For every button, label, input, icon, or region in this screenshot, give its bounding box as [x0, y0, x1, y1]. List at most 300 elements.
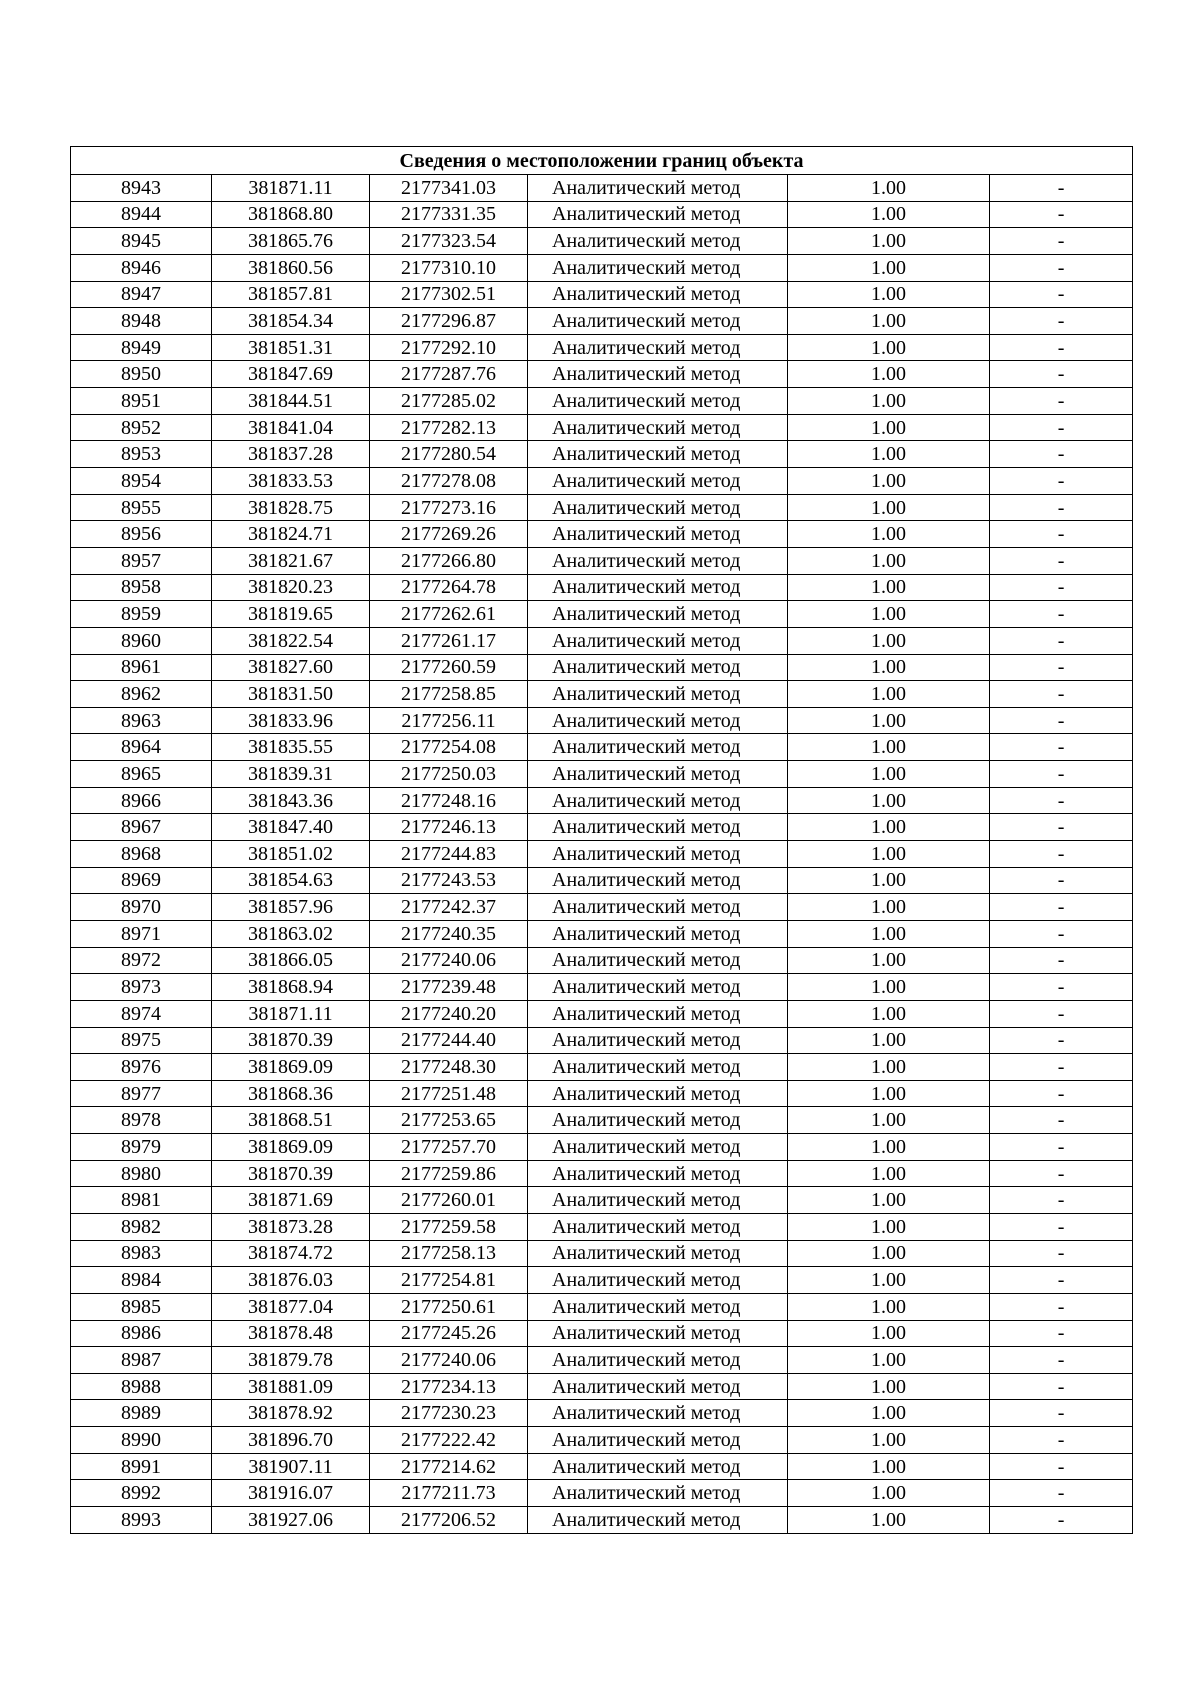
point-number-cell: 8985 — [71, 1293, 212, 1320]
point-number-cell: 8956 — [71, 521, 212, 548]
table-row — [71, 1080, 1133, 1107]
table-row — [71, 1320, 1133, 1347]
method-cell: Аналитический метод — [528, 734, 788, 761]
x-coordinate-cell: 381857.96 — [212, 894, 370, 921]
y-coordinate-cell: 2177246.13 — [370, 814, 528, 841]
table-row — [71, 1107, 1133, 1134]
method-cell: Аналитический метод — [528, 787, 788, 814]
accuracy-cell: 1.00 — [788, 388, 990, 415]
y-coordinate-cell: 2177240.06 — [370, 947, 528, 974]
accuracy-cell: 1.00 — [788, 1427, 990, 1454]
accuracy-cell: 1.00 — [788, 1400, 990, 1427]
method-cell: Аналитический метод — [528, 1160, 788, 1187]
y-coordinate-cell: 2177331.35 — [370, 201, 528, 228]
point-number-cell: 8944 — [71, 201, 212, 228]
table-row — [71, 1453, 1133, 1480]
y-coordinate-cell: 2177242.37 — [370, 894, 528, 921]
point-number-cell: 8950 — [71, 361, 212, 388]
accuracy-cell: 1.00 — [788, 281, 990, 308]
description-cell: - — [990, 361, 1133, 388]
description-cell: - — [990, 1373, 1133, 1400]
description-cell: - — [990, 920, 1133, 947]
accuracy-cell: 1.00 — [788, 707, 990, 734]
table-row — [71, 681, 1133, 708]
table-row — [71, 308, 1133, 335]
point-number-cell: 8961 — [71, 654, 212, 681]
y-coordinate-cell: 2177244.40 — [370, 1027, 528, 1054]
method-cell: Аналитический метод — [528, 894, 788, 921]
y-coordinate-cell: 2177256.11 — [370, 707, 528, 734]
y-coordinate-cell: 2177234.13 — [370, 1373, 528, 1400]
accuracy-cell: 1.00 — [788, 947, 990, 974]
accuracy-cell: 1.00 — [788, 1080, 990, 1107]
description-cell: - — [990, 547, 1133, 574]
method-cell: Аналитический метод — [528, 1027, 788, 1054]
y-coordinate-cell: 2177244.83 — [370, 841, 528, 868]
method-cell: Аналитический метод — [528, 334, 788, 361]
description-cell: - — [990, 441, 1133, 468]
y-coordinate-cell: 2177240.35 — [370, 920, 528, 947]
method-cell: Аналитический метод — [528, 1373, 788, 1400]
point-number-cell: 8949 — [71, 334, 212, 361]
description-cell: - — [990, 281, 1133, 308]
accuracy-cell: 1.00 — [788, 361, 990, 388]
x-coordinate-cell: 381916.07 — [212, 1480, 370, 1507]
table-row — [71, 894, 1133, 921]
y-coordinate-cell: 2177245.26 — [370, 1320, 528, 1347]
y-coordinate-cell: 2177254.08 — [370, 734, 528, 761]
y-coordinate-cell: 2177258.13 — [370, 1240, 528, 1267]
method-cell: Аналитический метод — [528, 574, 788, 601]
point-number-cell: 8979 — [71, 1134, 212, 1161]
method-cell: Аналитический метод — [528, 281, 788, 308]
y-coordinate-cell: 2177287.76 — [370, 361, 528, 388]
x-coordinate-cell: 381821.67 — [212, 547, 370, 574]
x-coordinate-cell: 381851.31 — [212, 334, 370, 361]
x-coordinate-cell: 381841.04 — [212, 414, 370, 441]
table-row — [71, 787, 1133, 814]
x-coordinate-cell: 381871.69 — [212, 1187, 370, 1214]
point-number-cell: 8954 — [71, 468, 212, 495]
method-cell: Аналитический метод — [528, 308, 788, 335]
point-number-cell: 8965 — [71, 761, 212, 788]
accuracy-cell: 1.00 — [788, 1213, 990, 1240]
method-cell: Аналитический метод — [528, 1107, 788, 1134]
method-cell: Аналитический метод — [528, 601, 788, 628]
accuracy-cell: 1.00 — [788, 1320, 990, 1347]
x-coordinate-cell: 381824.71 — [212, 521, 370, 548]
table-row — [71, 468, 1133, 495]
x-coordinate-cell: 381927.06 — [212, 1507, 370, 1534]
table-row — [71, 1027, 1133, 1054]
table-row — [71, 1347, 1133, 1374]
accuracy-cell: 1.00 — [788, 787, 990, 814]
method-cell: Аналитический метод — [528, 920, 788, 947]
description-cell: - — [990, 308, 1133, 335]
table-row — [71, 1400, 1133, 1427]
y-coordinate-cell: 2177258.85 — [370, 681, 528, 708]
y-coordinate-cell: 2177214.62 — [370, 1453, 528, 1480]
point-number-cell: 8948 — [71, 308, 212, 335]
y-coordinate-cell: 2177257.70 — [370, 1134, 528, 1161]
description-cell: - — [990, 1267, 1133, 1294]
x-coordinate-cell: 381870.39 — [212, 1160, 370, 1187]
description-cell: - — [990, 974, 1133, 1001]
y-coordinate-cell: 2177262.61 — [370, 601, 528, 628]
accuracy-cell: 1.00 — [788, 1134, 990, 1161]
y-coordinate-cell: 2177254.81 — [370, 1267, 528, 1294]
point-number-cell: 8963 — [71, 707, 212, 734]
accuracy-cell: 1.00 — [788, 574, 990, 601]
x-coordinate-cell: 381868.80 — [212, 201, 370, 228]
table-row — [71, 547, 1133, 574]
table-row — [71, 601, 1133, 628]
method-cell: Аналитический метод — [528, 441, 788, 468]
x-coordinate-cell: 381874.72 — [212, 1240, 370, 1267]
accuracy-cell: 1.00 — [788, 1160, 990, 1187]
x-coordinate-cell: 381871.11 — [212, 175, 370, 202]
description-cell: - — [990, 228, 1133, 255]
method-cell: Аналитический метод — [528, 1320, 788, 1347]
x-coordinate-cell: 381876.03 — [212, 1267, 370, 1294]
y-coordinate-cell: 2177264.78 — [370, 574, 528, 601]
point-number-cell: 8990 — [71, 1427, 212, 1454]
point-number-cell: 8986 — [71, 1320, 212, 1347]
x-coordinate-cell: 381831.50 — [212, 681, 370, 708]
x-coordinate-cell: 381819.65 — [212, 601, 370, 628]
description-cell: - — [990, 175, 1133, 202]
table-row — [71, 574, 1133, 601]
description-cell: - — [990, 761, 1133, 788]
x-coordinate-cell: 381843.36 — [212, 787, 370, 814]
accuracy-cell: 1.00 — [788, 1347, 990, 1374]
description-cell: - — [990, 627, 1133, 654]
accuracy-cell: 1.00 — [788, 1000, 990, 1027]
description-cell: - — [990, 734, 1133, 761]
method-cell: Аналитический метод — [528, 175, 788, 202]
description-cell: - — [990, 601, 1133, 628]
x-coordinate-cell: 381837.28 — [212, 441, 370, 468]
table-row — [71, 1187, 1133, 1214]
table-row — [71, 1000, 1133, 1027]
point-number-cell: 8993 — [71, 1507, 212, 1534]
y-coordinate-cell: 2177266.80 — [370, 547, 528, 574]
method-cell: Аналитический метод — [528, 201, 788, 228]
point-number-cell: 8988 — [71, 1373, 212, 1400]
method-cell: Аналитический метод — [528, 947, 788, 974]
point-number-cell: 8967 — [71, 814, 212, 841]
description-cell: - — [990, 787, 1133, 814]
x-coordinate-cell: 381847.69 — [212, 361, 370, 388]
table-row — [71, 1213, 1133, 1240]
x-coordinate-cell: 381870.39 — [212, 1027, 370, 1054]
method-cell: Аналитический метод — [528, 388, 788, 415]
method-cell: Аналитический метод — [528, 468, 788, 495]
accuracy-cell: 1.00 — [788, 654, 990, 681]
x-coordinate-cell: 381860.56 — [212, 254, 370, 281]
boundary-coordinates-table — [70, 146, 1133, 1534]
table-row — [71, 494, 1133, 521]
description-cell: - — [990, 1080, 1133, 1107]
table-row — [71, 1160, 1133, 1187]
accuracy-cell: 1.00 — [788, 254, 990, 281]
accuracy-cell: 1.00 — [788, 894, 990, 921]
method-cell: Аналитический метод — [528, 228, 788, 255]
accuracy-cell: 1.00 — [788, 761, 990, 788]
table-title-row — [71, 147, 1133, 175]
point-number-cell: 8943 — [71, 175, 212, 202]
y-coordinate-cell: 2177251.48 — [370, 1080, 528, 1107]
table-row — [71, 841, 1133, 868]
method-cell: Аналитический метод — [528, 1347, 788, 1374]
point-number-cell: 8953 — [71, 441, 212, 468]
method-cell: Аналитический метод — [528, 254, 788, 281]
accuracy-cell: 1.00 — [788, 841, 990, 868]
accuracy-cell: 1.00 — [788, 1453, 990, 1480]
x-coordinate-cell: 381865.76 — [212, 228, 370, 255]
description-cell: - — [990, 814, 1133, 841]
x-coordinate-cell: 381839.31 — [212, 761, 370, 788]
description-cell: - — [990, 1160, 1133, 1187]
x-coordinate-cell: 381851.02 — [212, 841, 370, 868]
x-coordinate-cell: 381869.09 — [212, 1054, 370, 1081]
table-row — [71, 414, 1133, 441]
y-coordinate-cell: 2177278.08 — [370, 468, 528, 495]
table-row — [71, 1240, 1133, 1267]
point-number-cell: 8981 — [71, 1187, 212, 1214]
point-number-cell: 8980 — [71, 1160, 212, 1187]
method-cell: Аналитический метод — [528, 1480, 788, 1507]
accuracy-cell: 1.00 — [788, 867, 990, 894]
x-coordinate-cell: 381827.60 — [212, 654, 370, 681]
description-cell: - — [990, 334, 1133, 361]
x-coordinate-cell: 381847.40 — [212, 814, 370, 841]
x-coordinate-cell: 381896.70 — [212, 1427, 370, 1454]
y-coordinate-cell: 2177250.03 — [370, 761, 528, 788]
method-cell: Аналитический метод — [528, 627, 788, 654]
accuracy-cell: 1.00 — [788, 1507, 990, 1534]
table-row — [71, 254, 1133, 281]
description-cell: - — [990, 1027, 1133, 1054]
x-coordinate-cell: 381863.02 — [212, 920, 370, 947]
table-row — [71, 627, 1133, 654]
x-coordinate-cell: 381857.81 — [212, 281, 370, 308]
point-number-cell: 8962 — [71, 681, 212, 708]
y-coordinate-cell: 2177248.16 — [370, 787, 528, 814]
table-row — [71, 1293, 1133, 1320]
y-coordinate-cell: 2177261.17 — [370, 627, 528, 654]
point-number-cell: 8959 — [71, 601, 212, 628]
accuracy-cell: 1.00 — [788, 1107, 990, 1134]
point-number-cell: 8968 — [71, 841, 212, 868]
description-cell: - — [990, 1347, 1133, 1374]
table-row — [71, 201, 1133, 228]
table-row — [71, 521, 1133, 548]
x-coordinate-cell: 381877.04 — [212, 1293, 370, 1320]
point-number-cell: 8987 — [71, 1347, 212, 1374]
accuracy-cell: 1.00 — [788, 308, 990, 335]
x-coordinate-cell: 381878.92 — [212, 1400, 370, 1427]
accuracy-cell: 1.00 — [788, 228, 990, 255]
accuracy-cell: 1.00 — [788, 1187, 990, 1214]
y-coordinate-cell: 2177280.54 — [370, 441, 528, 468]
accuracy-cell: 1.00 — [788, 681, 990, 708]
description-cell: - — [990, 1134, 1133, 1161]
description-cell: - — [990, 1054, 1133, 1081]
y-coordinate-cell: 2177222.42 — [370, 1427, 528, 1454]
x-coordinate-cell: 381881.09 — [212, 1373, 370, 1400]
point-number-cell: 8952 — [71, 414, 212, 441]
description-cell: - — [990, 1400, 1133, 1427]
description-cell: - — [990, 1320, 1133, 1347]
table-row — [71, 281, 1133, 308]
table-body — [71, 175, 1133, 1534]
x-coordinate-cell: 381828.75 — [212, 494, 370, 521]
x-coordinate-cell: 381866.05 — [212, 947, 370, 974]
point-number-cell: 8951 — [71, 388, 212, 415]
method-cell: Аналитический метод — [528, 1293, 788, 1320]
table-row — [71, 654, 1133, 681]
y-coordinate-cell: 2177240.20 — [370, 1000, 528, 1027]
accuracy-cell: 1.00 — [788, 601, 990, 628]
x-coordinate-cell: 381835.55 — [212, 734, 370, 761]
point-number-cell: 8972 — [71, 947, 212, 974]
x-coordinate-cell: 381869.09 — [212, 1134, 370, 1161]
accuracy-cell: 1.00 — [788, 201, 990, 228]
method-cell: Аналитический метод — [528, 547, 788, 574]
table-row — [71, 334, 1133, 361]
x-coordinate-cell: 381879.78 — [212, 1347, 370, 1374]
y-coordinate-cell: 2177282.13 — [370, 414, 528, 441]
description-cell: - — [990, 388, 1133, 415]
accuracy-cell: 1.00 — [788, 1267, 990, 1294]
description-cell: - — [990, 867, 1133, 894]
description-cell: - — [990, 1507, 1133, 1534]
point-number-cell: 8991 — [71, 1453, 212, 1480]
accuracy-cell: 1.00 — [788, 494, 990, 521]
description-cell: - — [990, 201, 1133, 228]
y-coordinate-cell: 2177302.51 — [370, 281, 528, 308]
table-row — [71, 441, 1133, 468]
x-coordinate-cell: 381868.94 — [212, 974, 370, 1001]
y-coordinate-cell: 2177273.16 — [370, 494, 528, 521]
method-cell: Аналитический метод — [528, 1080, 788, 1107]
table-row — [71, 1507, 1133, 1534]
table-row — [71, 707, 1133, 734]
y-coordinate-cell: 2177250.61 — [370, 1293, 528, 1320]
method-cell: Аналитический метод — [528, 1507, 788, 1534]
accuracy-cell: 1.00 — [788, 814, 990, 841]
y-coordinate-cell: 2177253.65 — [370, 1107, 528, 1134]
table-row — [71, 228, 1133, 255]
table-row — [71, 1373, 1133, 1400]
method-cell: Аналитический метод — [528, 1213, 788, 1240]
description-cell: - — [990, 254, 1133, 281]
x-coordinate-cell: 381844.51 — [212, 388, 370, 415]
description-cell: - — [990, 521, 1133, 548]
accuracy-cell: 1.00 — [788, 920, 990, 947]
table-row — [71, 734, 1133, 761]
description-cell: - — [990, 654, 1133, 681]
accuracy-cell: 1.00 — [788, 734, 990, 761]
table-row — [71, 1054, 1133, 1081]
table-row — [71, 1267, 1133, 1294]
method-cell: Аналитический метод — [528, 761, 788, 788]
y-coordinate-cell: 2177248.30 — [370, 1054, 528, 1081]
description-cell: - — [990, 1427, 1133, 1454]
method-cell: Аналитический метод — [528, 521, 788, 548]
point-number-cell: 8966 — [71, 787, 212, 814]
method-cell: Аналитический метод — [528, 1000, 788, 1027]
description-cell: - — [990, 494, 1133, 521]
point-number-cell: 8946 — [71, 254, 212, 281]
accuracy-cell: 1.00 — [788, 1373, 990, 1400]
point-number-cell: 8975 — [71, 1027, 212, 1054]
table-row — [71, 761, 1133, 788]
y-coordinate-cell: 2177259.86 — [370, 1160, 528, 1187]
accuracy-cell: 1.00 — [788, 627, 990, 654]
point-number-cell: 8978 — [71, 1107, 212, 1134]
method-cell: Аналитический метод — [528, 1400, 788, 1427]
table-row — [71, 947, 1133, 974]
point-number-cell: 8977 — [71, 1080, 212, 1107]
x-coordinate-cell: 381907.11 — [212, 1453, 370, 1480]
point-number-cell: 8964 — [71, 734, 212, 761]
description-cell: - — [990, 707, 1133, 734]
y-coordinate-cell: 2177206.52 — [370, 1507, 528, 1534]
accuracy-cell: 1.00 — [788, 1240, 990, 1267]
x-coordinate-cell: 381833.96 — [212, 707, 370, 734]
point-number-cell: 8958 — [71, 574, 212, 601]
table-row — [71, 867, 1133, 894]
y-coordinate-cell: 2177240.06 — [370, 1347, 528, 1374]
table-title: Сведения о местоположении границ объекта — [71, 147, 1133, 175]
accuracy-cell: 1.00 — [788, 1054, 990, 1081]
x-coordinate-cell: 381822.54 — [212, 627, 370, 654]
y-coordinate-cell: 2177211.73 — [370, 1480, 528, 1507]
x-coordinate-cell: 381878.48 — [212, 1320, 370, 1347]
method-cell: Аналитический метод — [528, 361, 788, 388]
y-coordinate-cell: 2177230.23 — [370, 1400, 528, 1427]
method-cell: Аналитический метод — [528, 1187, 788, 1214]
x-coordinate-cell: 381868.51 — [212, 1107, 370, 1134]
description-cell: - — [990, 841, 1133, 868]
description-cell: - — [990, 574, 1133, 601]
point-number-cell: 8971 — [71, 920, 212, 947]
accuracy-cell: 1.00 — [788, 1480, 990, 1507]
description-cell: - — [990, 947, 1133, 974]
x-coordinate-cell: 381868.36 — [212, 1080, 370, 1107]
method-cell: Аналитический метод — [528, 1427, 788, 1454]
y-coordinate-cell: 2177260.59 — [370, 654, 528, 681]
description-cell: - — [990, 1453, 1133, 1480]
point-number-cell: 8989 — [71, 1400, 212, 1427]
accuracy-cell: 1.00 — [788, 521, 990, 548]
y-coordinate-cell: 2177259.58 — [370, 1213, 528, 1240]
table-row — [71, 1480, 1133, 1507]
y-coordinate-cell: 2177239.48 — [370, 974, 528, 1001]
table-row — [71, 388, 1133, 415]
x-coordinate-cell: 381820.23 — [212, 574, 370, 601]
x-coordinate-cell: 381833.53 — [212, 468, 370, 495]
table-row — [71, 175, 1133, 202]
method-cell: Аналитический метод — [528, 707, 788, 734]
description-cell: - — [990, 1107, 1133, 1134]
y-coordinate-cell: 2177269.26 — [370, 521, 528, 548]
point-number-cell: 8970 — [71, 894, 212, 921]
method-cell: Аналитический метод — [528, 654, 788, 681]
table-row — [71, 814, 1133, 841]
